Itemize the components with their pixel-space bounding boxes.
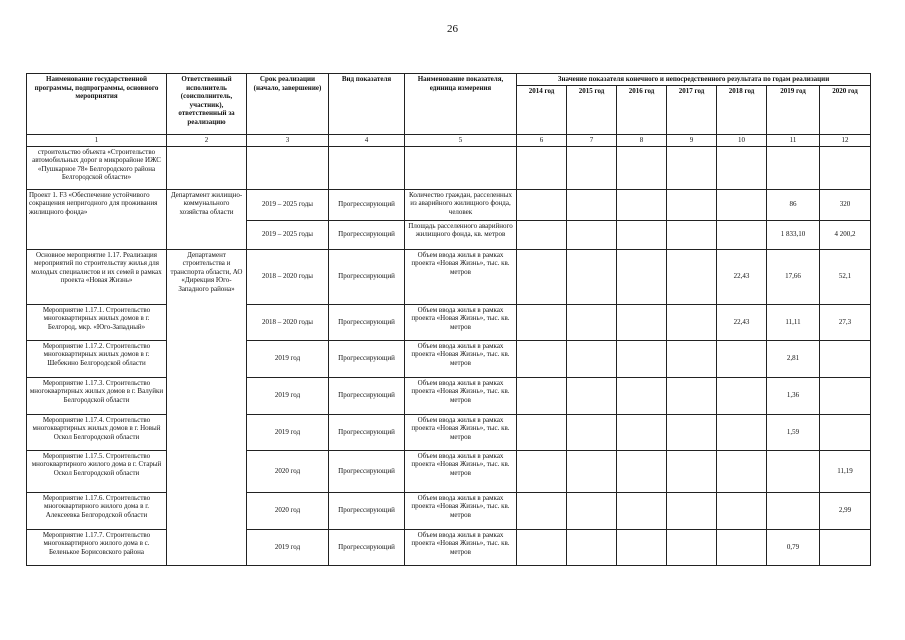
value-cell [517,220,567,249]
value-cell [717,146,767,189]
program-name-cell: Проект 1. F3 «Обеспечение устойчивого сокращения непригодного для проживания жилищного фонда» [27,189,167,249]
indicator-type-cell: Прогрессирующий [329,249,405,304]
value-cell [617,340,667,377]
term-cell: 2020 год [247,492,329,529]
value-cell [717,414,767,450]
header-values-group: Значение показателя конечного и непосредственного результата по годам реализации [517,74,871,86]
header-year: 2019 год [767,85,820,135]
header-program: Наименование государственной программы, подпрограммы, основного мероприятия [27,74,167,135]
program-name-cell: Мероприятие 1.17.7. Строительство многоквартирного жилого дома в с. Беленькое Борисовского района [27,529,167,565]
value-cell [567,340,617,377]
value-cell: 2,99 [820,492,871,529]
indicator-type-cell [329,146,405,189]
indicator-type-cell: Прогрессирующий [329,304,405,340]
program-name-cell: Мероприятие 1.17.5. Строительство многоквартирного жилого дома в г. Старый Оскол Белгородской области [27,450,167,492]
indicator-type-cell: Прогрессирующий [329,340,405,377]
header-year: 2014 год [517,85,567,135]
indicator-name-cell: Объем ввода жилья в рамках проекта «Новая Жизнь», тыс. кв. метров [405,414,517,450]
value-cell [517,146,567,189]
value-cell [767,450,820,492]
column-number: 2 [167,135,247,147]
term-cell: 2019 год [247,340,329,377]
value-cell [717,492,767,529]
term-cell: 2019 год [247,414,329,450]
value-cell [567,529,617,565]
value-cell [667,414,717,450]
value-cell [820,146,871,189]
indicator-name-cell: Количество граждан, расселенных из аварийного жилищного фонда, человек [405,189,517,220]
value-cell [667,529,717,565]
value-cell [517,377,567,414]
value-cell [617,220,667,249]
table-row [27,249,871,304]
value-cell: 320 [820,189,871,220]
table-row [27,146,871,189]
value-cell [617,146,667,189]
value-cell [820,340,871,377]
value-cell [617,249,667,304]
column-number: 3 [247,135,329,147]
program-name-cell: Основное мероприятие 1.17. Реализация мероприятий по строительству жилья для молодых специалистов и их семей в рамках проекта «Новая Жизнь» [27,249,167,304]
column-number: 1 [27,135,167,147]
term-cell: 2020 год [247,450,329,492]
indicator-name-cell: Объем ввода жилья в рамках проекта «Новая Жизнь», тыс. кв. метров [405,377,517,414]
value-cell [820,529,871,565]
value-cell [567,377,617,414]
indicator-name-cell: Объем ввода жилья в рамках проекта «Новая Жизнь», тыс. кв. метров [405,450,517,492]
executor-cell: Департамент жилищно-коммунального хозяйства области [167,189,247,249]
value-cell: 27,3 [820,304,871,340]
table-row [27,529,871,565]
value-cell [567,492,617,529]
program-name-cell: Мероприятие 1.17.2. Строительство многоквартирных жилых домов в г. Шебекино Белгородской области [27,340,167,377]
column-number: 11 [767,135,820,147]
header-indicator-name: Наименование показателя, единица измерения [405,74,517,135]
value-cell [617,377,667,414]
value-cell [567,304,617,340]
value-cell: 1 833,10 [767,220,820,249]
value-cell: 1,59 [767,414,820,450]
table-row [27,492,871,529]
value-cell: 4 200,2 [820,220,871,249]
page-number: 26 [447,23,458,35]
program-name-cell: Мероприятие 1.17.3. Строительство многоквартирных жилых домов в г. Валуйки Белгородской области [27,377,167,414]
value-cell [567,220,617,249]
value-cell: 17,66 [767,249,820,304]
term-cell: 2019 год [247,529,329,565]
indicator-type-cell: Прогрессирующий [329,220,405,249]
value-cell [567,146,617,189]
header-year: 2020 год [820,85,871,135]
program-name-cell: Мероприятие 1.17.1. Строительство многоквартирных жилых домов в г. Белгород, мкр. «Юго-Западный» [27,304,167,340]
value-cell: 2,81 [767,340,820,377]
table-row [27,450,871,492]
term-cell: 2019 – 2025 годы [247,220,329,249]
value-cell [717,529,767,565]
value-cell [820,377,871,414]
value-cell [517,450,567,492]
indicator-type-cell: Прогрессирующий [329,529,405,565]
column-number: 4 [329,135,405,147]
value-cell [517,414,567,450]
value-cell [767,146,820,189]
executor-cell [167,146,247,189]
term-cell: 2018 – 2020 годы [247,249,329,304]
indicator-type-cell: Прогрессирующий [329,414,405,450]
value-cell [517,304,567,340]
value-cell [517,529,567,565]
value-cell: 86 [767,189,820,220]
value-cell [617,450,667,492]
value-cell [617,529,667,565]
value-cell [567,249,617,304]
indicator-name-cell: Объем ввода жилья в рамках проекта «Новая Жизнь», тыс. кв. метров [405,304,517,340]
column-number: 7 [567,135,617,147]
value-cell: 1,36 [767,377,820,414]
indicator-type-cell: Прогрессирующий [329,189,405,220]
value-cell [667,492,717,529]
header-year: 2018 год [717,85,767,135]
program-name-cell: Мероприятие 1.17.4. Строительство многоквартирных жилых домов в г. Новый Оскол Белгородской области [27,414,167,450]
value-cell [667,249,717,304]
value-cell [767,492,820,529]
value-cell [667,450,717,492]
value-cell [667,189,717,220]
value-cell [820,414,871,450]
column-number: 12 [820,135,871,147]
term-cell: 2018 – 2020 годы [247,304,329,340]
header-year: 2016 год [617,85,667,135]
executor-cell: Департамент строительства и транспорта области, АО «Дирекция Юго-Западного района» [167,249,247,565]
value-cell [717,189,767,220]
value-cell [667,377,717,414]
value-cell [717,377,767,414]
program-name-cell: строительство объекта «Строительство автомобильных дорог в микрорайоне ИЖС «Пушкарное 78» Белгородского района Белгородской области» [27,146,167,189]
column-number: 8 [617,135,667,147]
value-cell [667,340,717,377]
indicator-name-cell: Объем ввода жилья в рамках проекта «Новая Жизнь», тыс. кв. метров [405,249,517,304]
indicator-name-cell: Объем ввода жилья в рамках проекта «Новая Жизнь», тыс. кв. метров [405,529,517,565]
value-cell: 22,43 [717,304,767,340]
value-cell: 22,43 [717,249,767,304]
header-indicator-type: Вид показателя [329,74,405,135]
value-cell [617,492,667,529]
header-executor: Ответственный исполнитель (соисполнитель, участник), ответственный за реализацию [167,74,247,135]
value-cell: 11,19 [820,450,871,492]
value-cell [667,146,717,189]
indicator-name-cell [405,146,517,189]
column-number: 9 [667,135,717,147]
value-cell [617,304,667,340]
program-name-cell: Мероприятие 1.17.6. Строительство многоквартирного жилого дома в г. Алексеевка Белгородской области [27,492,167,529]
term-cell [247,146,329,189]
column-number: 10 [717,135,767,147]
value-cell [567,450,617,492]
indicator-type-cell: Прогрессирующий [329,450,405,492]
indicator-type-cell: Прогрессирующий [329,492,405,529]
value-cell [667,220,717,249]
value-cell [667,304,717,340]
table-row [27,189,871,220]
value-cell [617,189,667,220]
value-cell: 0,79 [767,529,820,565]
table-row [27,304,871,340]
table-row [27,414,871,450]
value-cell [517,249,567,304]
indicator-name-cell: Площадь расселенного аварийного жилищного фонда, кв. метров [405,220,517,249]
indicator-name-cell: Объем ввода жилья в рамках проекта «Новая Жизнь», тыс. кв. метров [405,340,517,377]
column-number: 6 [517,135,567,147]
header-year: 2017 год [667,85,717,135]
value-cell [517,340,567,377]
indicator-table [26,73,871,566]
term-cell: 2019 год [247,377,329,414]
value-cell: 52,1 [820,249,871,304]
indicator-type-cell: Прогрессирующий [329,377,405,414]
value-cell [567,189,617,220]
indicator-name-cell: Объем ввода жилья в рамках проекта «Новая Жизнь», тыс. кв. метров [405,492,517,529]
value-cell [717,220,767,249]
header-year: 2015 год [567,85,617,135]
column-number: 5 [405,135,517,147]
value-cell [717,450,767,492]
table-row [27,377,871,414]
table-row [27,340,871,377]
value-cell [517,492,567,529]
value-cell [617,414,667,450]
value-cell [517,189,567,220]
value-cell: 11,11 [767,304,820,340]
header-term: Срок реализации (начало, завершение) [247,74,329,135]
value-cell [717,340,767,377]
term-cell: 2019 – 2025 годы [247,189,329,220]
value-cell [567,414,617,450]
